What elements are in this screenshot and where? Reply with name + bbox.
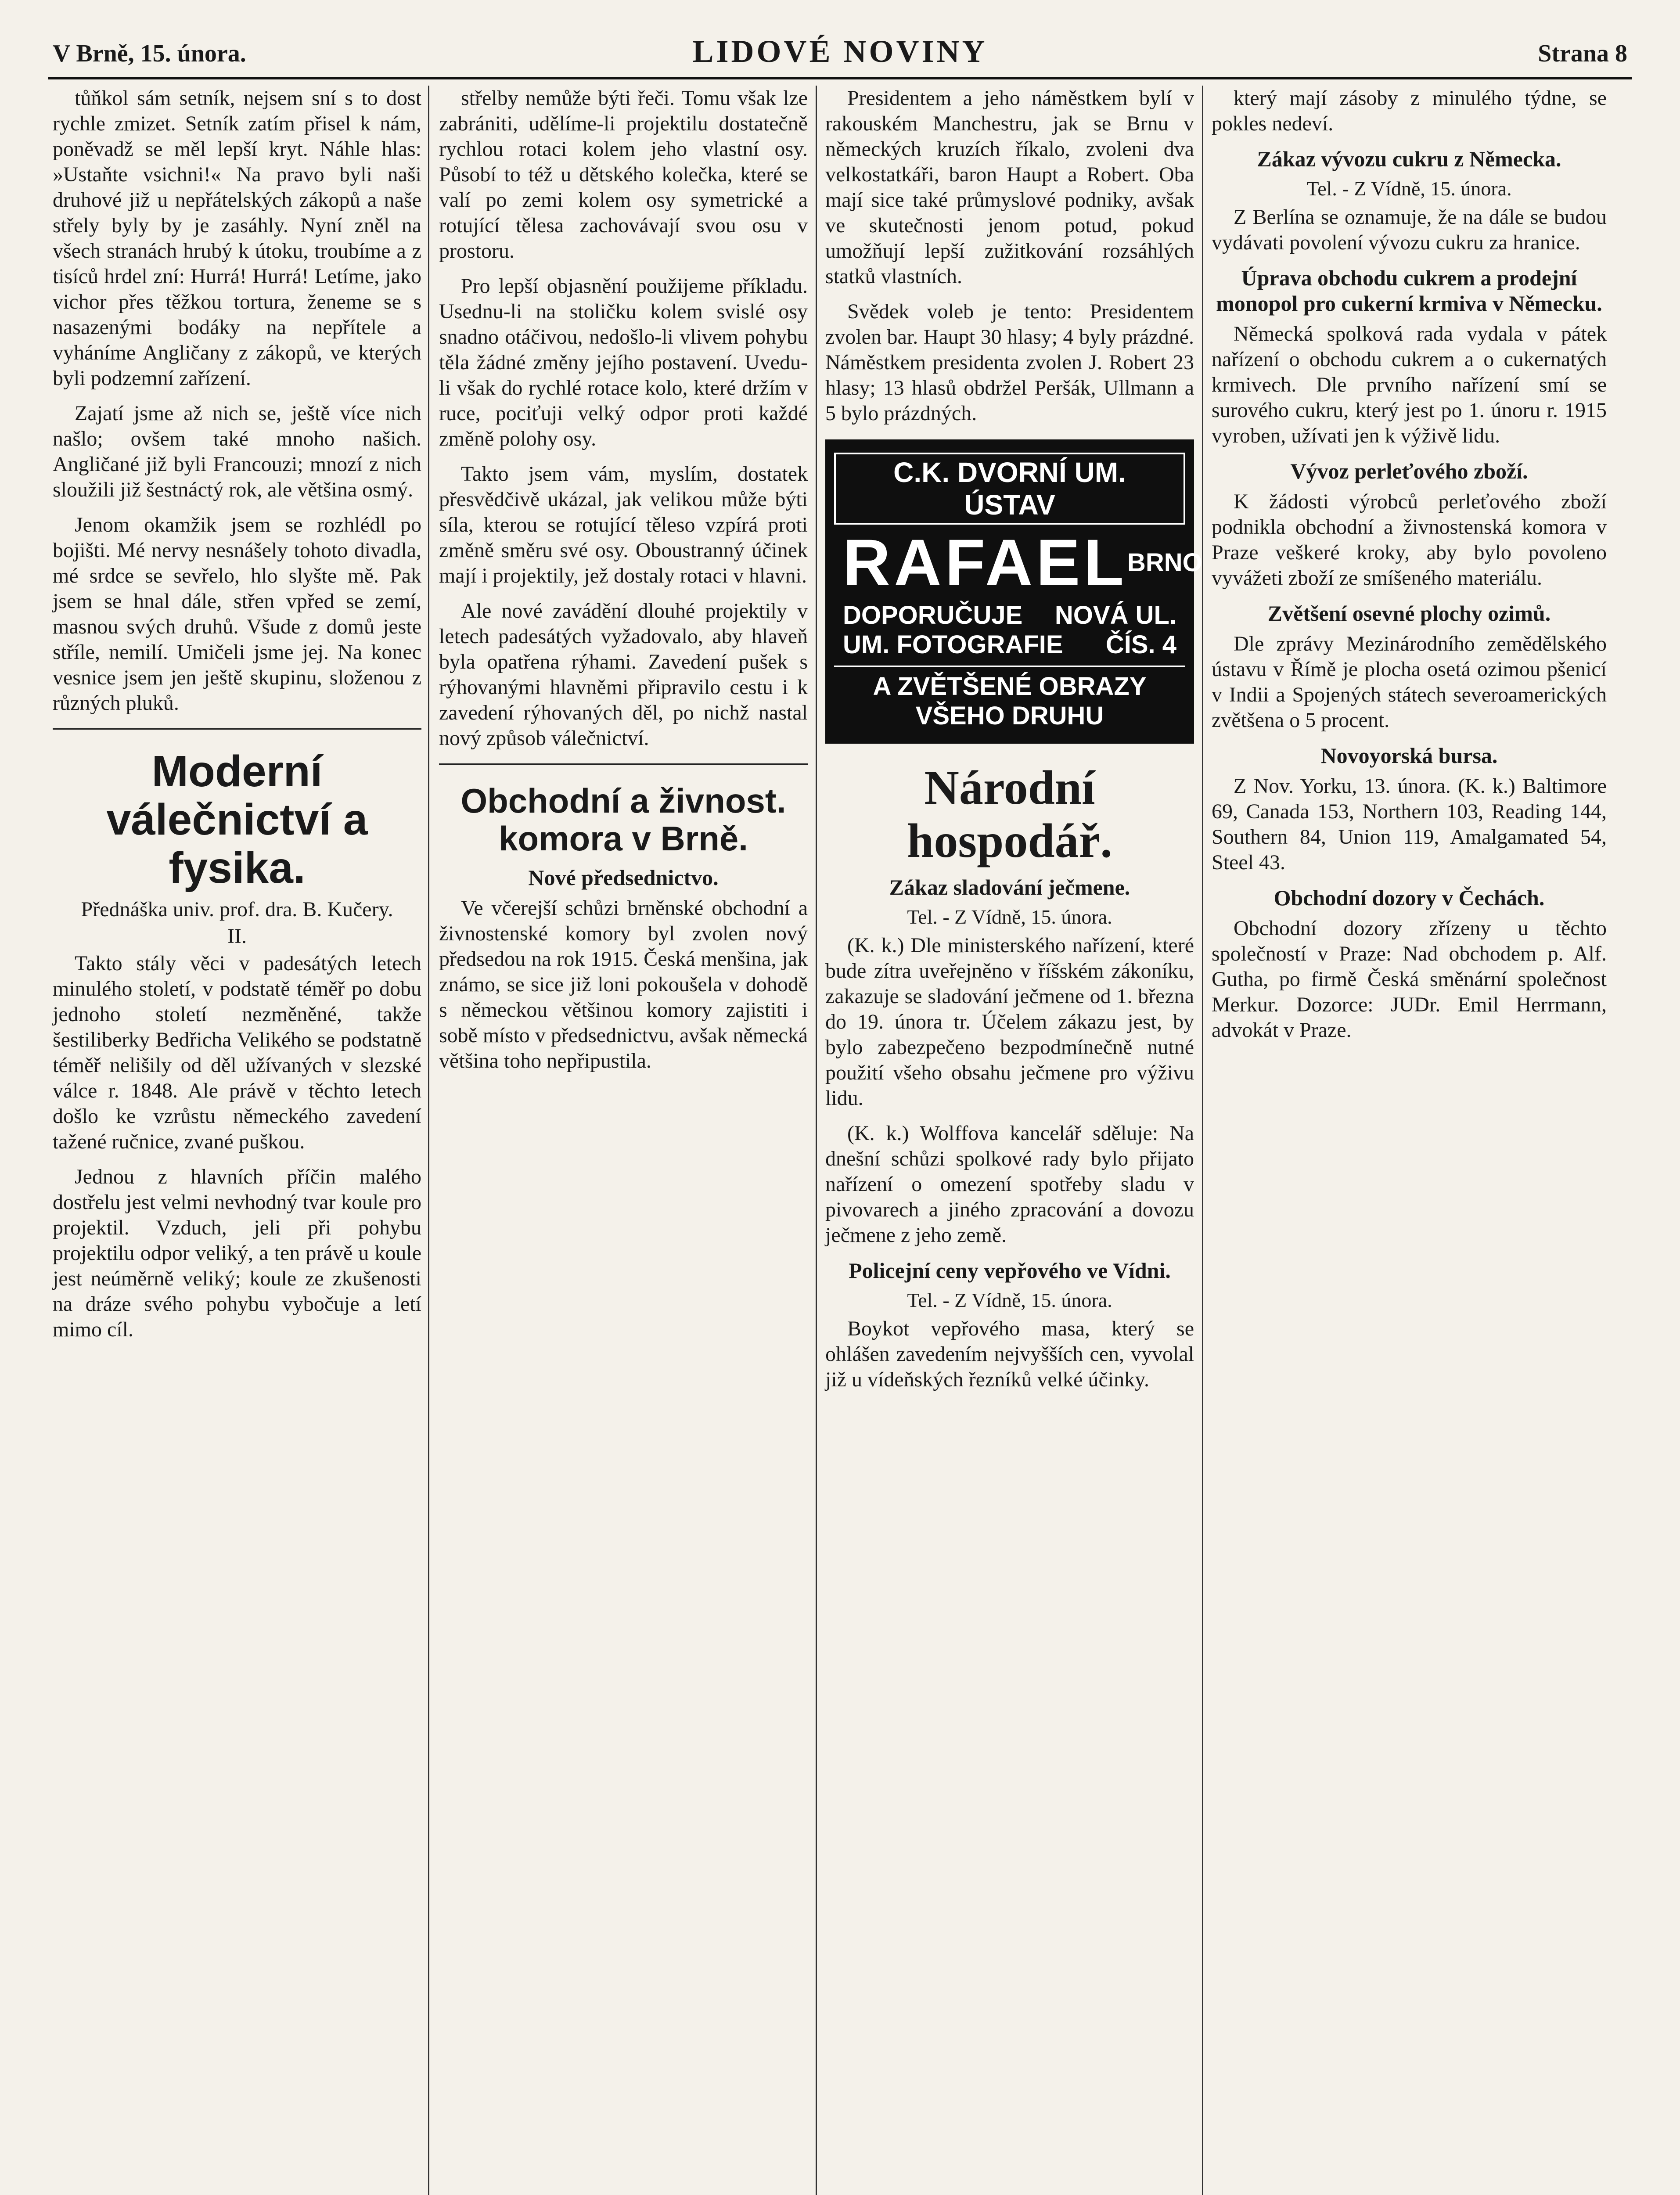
paragraph: Boykot vepřového masa, který se ohlášen zavedením nejvyšších cen, vyvolal již u vídeňských řezníků velké účinky.	[825, 1317, 1194, 1391]
subheading: Nové předsednictvo.	[528, 865, 719, 890]
subheading: Obchodní dozory v Čechách.	[1273, 885, 1545, 910]
masthead	[53, 22, 1627, 75]
dateline: Tel. - Z Vídně, 15. února.	[907, 906, 1112, 928]
ad-brand: RAFAEL	[843, 525, 1127, 599]
subheading: Zákaz sladování ječmene.	[889, 875, 1130, 900]
paragraph: Takto jsem vám, myslím, dostatek přesvědčivě ukázal, jak velikou může býti síla, kterou se rotující těleso vzpírá proti změně směru své osy. Oboustranný účinek mají i projektily, jež dostaly rotaci v hlavni.	[439, 462, 808, 587]
paragraph: Z Berlína se oznamuje, že na dále se budou vydávati povolení vývozu cukru za hranice.	[1212, 205, 1607, 254]
byline: Přednáška univ. prof. dra. B. Kučery.	[81, 898, 393, 921]
paragraph: Presidentem a jeho náměstkem bylí v rakouském Manchestru, jak se Brnu v německých kruzích říkalo, zvoleni dva velkostatkáři, baron Haupt a Robert. Oba mají sice také průmyslové podniky, avšak ve skutečnosti jenom potud, pokud umožňují lepší zužitkování rozsáhlých statků vlastních.	[825, 86, 1194, 288]
column-divider	[428, 86, 429, 2195]
page-number: Strana 8	[1538, 40, 1627, 67]
subheading: Vývoz perleťového zboží.	[1290, 459, 1528, 483]
subheading: Úprava obchodu cukrem a prodejní monopol pro cukerní krmiva v Německu.	[1216, 266, 1602, 316]
advertisement-rafael	[825, 439, 1202, 744]
paragraph: Ale nové zavádění dlouhé projektily v letech padesátých vyžadovalo, aby hlaveň byla opatřena rýhami. Zavedení pušek s rýhovanými hlavněmi připravilo cestu i k zavedení rýhovaných děl, po nichž nastal nový způsob válečnictví.	[439, 599, 808, 750]
divider	[439, 763, 808, 765]
paragraph: Pro lepší objasnění použijeme příkladu. Usednu-li na stoličku kolem svislé osy snadno otáčivou, nedošlo-li vlivem pohybu těla žádné změny jejího postavení. Uvedu-li však do rychlé rotace kolo, které držím v ruce, pociťuji velký odpor proti každé změně polohy osy.	[439, 274, 808, 450]
subheading: Novoyorská bursa.	[1320, 743, 1498, 768]
paragraph: Svědek voleb je tento: Presidentem zvolen bar. Haupt 30 hlasy; 4 byly prázdné. Náměstkem presidenta zvolen J. Robert 23 hlasy; 13 hlasů obdržel Peršák, Ullmann a 5 bylo prázdných.	[825, 300, 1194, 425]
paragraph: Z Nov. Yorku, 13. února. (K. k.) Baltimore 69, Canada 153, Northern 103, Reading 144, Southern 84, Union 119, Amalgamated 54, Steel 43.	[1212, 774, 1607, 874]
ad-city: BRNO	[1127, 548, 1202, 577]
ad-line: NOVÁ UL.	[1054, 601, 1176, 630]
ad-line: DOPORUČUJE	[843, 601, 1023, 630]
header-rule	[48, 77, 1632, 79]
newspaper-title: LIDOVÉ NOVINY	[692, 34, 988, 69]
ad-line: ČÍS. 4	[1105, 630, 1176, 659]
ad-line: C.K. DVORNÍ UM. ÚSTAV	[834, 453, 1185, 525]
paragraph: Takto stály věci v padesátých letech minulého století, v podstatě téměř po dobu jednoho století nezměněné, takže šestiliberky Bedřicha Velikého se podstatně téměř nelišily od děl užívaných v slezské válce r. 1848. Ale právě v těchto letech došlo ke vzrůstu německého zavedení tažené ručnice, zvané puškou.	[53, 952, 421, 1153]
paragraph: Obchodní dozory zřízeny u těchto společností v Praze: Nad obchodem p. Alf. Gutha, po firmě Česká směnární společnost Merkur. Dozorce: JUDr. Emil Herrmann, advokát v Praze.	[1212, 917, 1607, 1042]
column-divider	[1202, 86, 1203, 2195]
paragraph: střelby nemůže býti řeči. Tomu však lze zabrániti, udělíme-li projektilu dostatečně rychlou rotaci kolem jeho vlastní osy. Působí to též u dětského kolečka, které se valí po zemi kolem osy symetrické a rotující tělesa zachovávají svou osu v prostoru.	[439, 86, 808, 263]
article-heading: Moderní válečnictví a fysika.	[106, 747, 368, 892]
paragraph: Zajatí jsme až nich se, ještě více nich našlo; ovšem také mnoho našich. Angličané již byli Francouzi; mnozí z nich sloužili již šestnáctý rok, ale většina osmý.	[53, 402, 421, 501]
paragraph: K žádosti výrobců perleťového zboží podnikla obchodní a živnostenská komora v Praze veškeré kroky, aby bylo povoleno vyvážeti zboží ze smíšeného materiálu.	[1212, 490, 1607, 590]
dateline: V Brně, 15. února.	[53, 40, 246, 67]
paragraph: Jednou z hlavních příčin malého dostřelu jest velmi nevhodný tvar koule pro projektil. Vzduch, jeli při pohybu projektilu odpor veliký, a ten právě u koule jest neúměrně veliký; koule ze zkušenosti na dráze svého pohybu vybočuje a letí mimo cíl.	[53, 1165, 421, 1341]
paragraph: (K. k.) Wolffova kancelář sděluje: Na dnešní schůzi spolkové rady bylo přijato nařízení o omezení spotřeby sladu v pivovarech a jiného zpracování a dovozu ječmene z jeho země.	[825, 1122, 1194, 1247]
part-number: II.	[227, 925, 247, 948]
paragraph: Dle zprávy Mezinárodního zemědělského ústavu v Římě je plocha osetá ozimou pšenicí v Indii a Spojených státech severoamerických zvětšena o 5 procent.	[1212, 632, 1607, 732]
column-3	[825, 86, 1202, 2195]
section-heading: Národní hospodář.	[907, 761, 1112, 867]
paragraph: který mají zásoby z minulého týdne, se pokles nedeví.	[1212, 86, 1607, 135]
column-1	[53, 86, 421, 2195]
column-2	[439, 86, 808, 2195]
column-divider	[816, 86, 817, 2195]
ad-line: UM. FOTOGRAFIE	[843, 630, 1063, 659]
paragraph: Ve včerejší schůzi brněnské obchodní a živnostenské komory byl zvolen nový předsedou na rok 1915. Česká menšina, jak známo, se sice již loni pokoušela v dohodě s německou většinou komory zajistiti i sobě místo v předsednictvu, avšak německá většina toho nepřipustila.	[439, 896, 808, 1072]
divider	[53, 728, 421, 730]
subheading: Zákaz vývozu cukru z Německa.	[1257, 147, 1561, 171]
article-heading: Obchodní a živnost. komora v Brně.	[460, 781, 786, 858]
subheading: Zvětšení osevné plochy ozimů.	[1267, 601, 1551, 626]
paragraph: Německá spolková rada vydala v pátek nařízení o obchodu cukrem a o cukernatých krmivech. Dle prvního nařízení smí se surového cukru, který jest po 1. únoru r. 1915 vyroben, užívati jen k výživě lidu.	[1212, 322, 1607, 447]
dateline: Tel. - Z Vídně, 15. února.	[907, 1289, 1112, 1311]
ad-line: A ZVĚTŠENÉ OBRAZY VŠEHO DRUHU	[834, 666, 1185, 730]
column-4	[1212, 86, 1607, 2195]
subheading: Policejní ceny vepřového ve Vídni.	[849, 1258, 1171, 1283]
paragraph: (K. k.) Dle ministerského nařízení, které bude zítra uveřejněno v říšském zákoníku, zakazuje se sladování ječmene od 1. března do 19. února tr. Účelem zákazu jest, by bylo zabezpečeno bezpodmínečně nutné použití všeho obsahu ječmene pro výživu lidu.	[825, 934, 1194, 1110]
paragraph: Jenom okamžik jsem se rozhlédl po bojišti. Mé nervy nesnášely tohoto divadla, mé srdce se sevřelo, hlo slyšte mě. Pak jsem se hnal dále, střen vpřed se zemí, masnou svých druhů. Všude z domů jeste stříle, nemilí. Umičeli jsme jej. Na konec vesnice jsem jen ještě skupinu, složenou z různých pluků.	[53, 513, 421, 715]
paragraph: tůňkol sám setník, nejsem sní s to dost rychle zmizet. Setník zatím přisel k nám, poněvadž se měl lepší kryt. Náhle hlas: »Ustaňte vsichni!« Na pravo byli naši druhové již u nepřátelských zákopů a naše střely byly by je zasáhly. Nyní zněl na všech stranách hrubý k útoku, troubíme a z tisíců hrdel zní: Hurrá! Hurrá! Letíme, jako vichor přes těžkou tortura, ženeme se s nasazenými bodáky na nepřítele a vyháníme Angličany z zákopů, ve kterých byli podzemní zařízení.	[53, 86, 421, 390]
dateline: Tel. - Z Vídně, 15. února.	[1306, 177, 1512, 200]
